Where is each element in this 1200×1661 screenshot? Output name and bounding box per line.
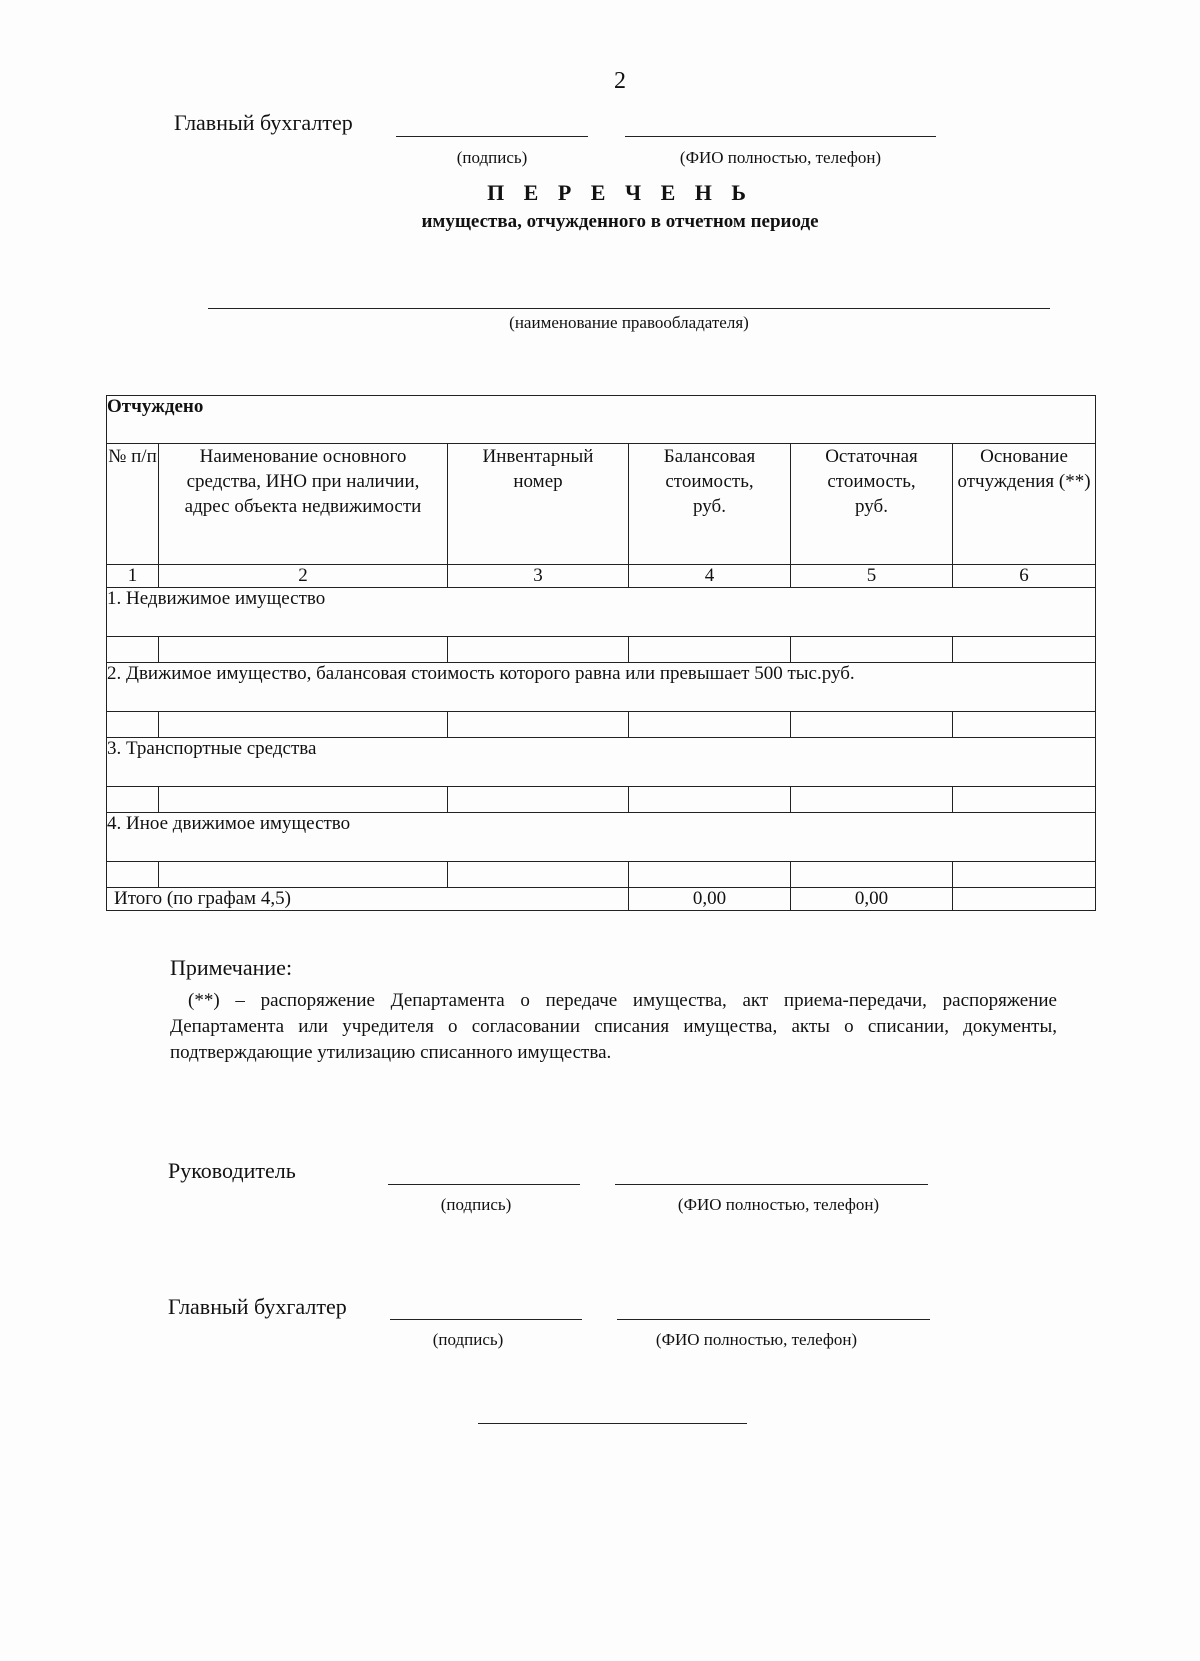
empty-cell[interactable] bbox=[448, 637, 629, 663]
accountant-signature-caption: (подпись) bbox=[432, 1330, 504, 1349]
empty-cell[interactable] bbox=[953, 712, 1096, 738]
column-header: № п/п bbox=[107, 444, 159, 565]
section-other-movable: 4. Иное движимое имущество bbox=[107, 813, 1096, 862]
empty-cell[interactable] bbox=[791, 862, 953, 888]
column-number: 3 bbox=[448, 565, 629, 588]
empty-cell[interactable] bbox=[629, 787, 791, 813]
head-signature-role: Руководитель bbox=[168, 1158, 296, 1183]
empty-cell[interactable] bbox=[791, 637, 953, 663]
empty-cell[interactable] bbox=[953, 787, 1096, 813]
section-vehicles: 3. Транспортные средства bbox=[107, 738, 1096, 787]
accountant-signature-role: Главный бухгалтер bbox=[168, 1294, 347, 1319]
column-header: Остаточная стоимость, руб. bbox=[791, 444, 953, 565]
column-number: 4 bbox=[629, 565, 791, 588]
empty-cell[interactable] bbox=[107, 862, 159, 888]
accountant-signature-line[interactable] bbox=[390, 1319, 582, 1320]
table-row bbox=[107, 787, 1096, 813]
empty-cell[interactable] bbox=[159, 862, 448, 888]
top-signature-caption: (подпись) bbox=[456, 148, 528, 167]
owner-caption: (наименование правообладателя) bbox=[509, 313, 749, 332]
owner-name-line[interactable] bbox=[208, 308, 1050, 309]
table-row bbox=[107, 637, 1096, 663]
top-name-line[interactable] bbox=[625, 136, 936, 137]
head-name-caption: (ФИО полностью, телефон) bbox=[677, 1195, 880, 1214]
table-group-header: Отчуждено bbox=[107, 396, 1096, 444]
column-header: Основание отчуждения (**) bbox=[953, 444, 1096, 565]
empty-cell[interactable] bbox=[159, 712, 448, 738]
section-movable-over-500k: 2. Движимое имущество, балансовая стоимость которого равна или превышает 500 тыс.руб. bbox=[107, 663, 1096, 712]
empty-cell[interactable] bbox=[791, 787, 953, 813]
empty-cell[interactable] bbox=[107, 787, 159, 813]
empty-cell[interactable] bbox=[629, 712, 791, 738]
note-heading: Примечание: bbox=[170, 955, 293, 980]
column-number: 1 bbox=[107, 565, 159, 588]
column-number: 5 bbox=[791, 565, 953, 588]
column-number: 6 bbox=[953, 565, 1096, 588]
empty-cell[interactable] bbox=[953, 888, 1096, 911]
empty-cell[interactable] bbox=[107, 712, 159, 738]
empty-cell[interactable] bbox=[448, 712, 629, 738]
empty-cell[interactable] bbox=[448, 862, 629, 888]
top-signature-role: Главный бухгалтер bbox=[174, 110, 353, 135]
note-text: (**) – распоряжение Департамента о передаче имущества, акт приема-передачи, распоряжение Департамента или учредителя о согласовании списания имущества, акты о списании, документы, подтверждающие утилизацию списанного имущества. bbox=[170, 990, 1057, 1063]
empty-cell[interactable] bbox=[953, 862, 1096, 888]
top-signature-line[interactable] bbox=[396, 136, 588, 137]
top-name-caption: (ФИО полностью, телефон) bbox=[679, 148, 882, 167]
alienated-property-table bbox=[106, 395, 1096, 911]
page-number: 2 bbox=[614, 68, 626, 94]
table-row bbox=[107, 712, 1096, 738]
total-label: Итого (по графам 4,5) bbox=[107, 888, 629, 911]
head-name-line[interactable] bbox=[615, 1184, 928, 1185]
table-row bbox=[107, 862, 1096, 888]
empty-cell[interactable] bbox=[448, 787, 629, 813]
empty-cell[interactable] bbox=[629, 862, 791, 888]
empty-cell[interactable] bbox=[159, 637, 448, 663]
total-row bbox=[107, 888, 1096, 911]
empty-cell[interactable] bbox=[953, 637, 1096, 663]
head-signature-caption: (подпись) bbox=[440, 1195, 512, 1214]
accountant-name-caption: (ФИО полностью, телефон) bbox=[655, 1330, 858, 1349]
total-residual-value: 0,00 bbox=[791, 888, 953, 911]
head-signature-line[interactable] bbox=[388, 1184, 580, 1185]
empty-cell[interactable] bbox=[791, 712, 953, 738]
accountant-name-line[interactable] bbox=[617, 1319, 930, 1320]
empty-cell[interactable] bbox=[159, 787, 448, 813]
document-title: П Е Р Е Ч Е Н Ь bbox=[487, 180, 753, 205]
total-balance-value: 0,00 bbox=[629, 888, 791, 911]
column-header: Балансовая стоимость, руб. bbox=[629, 444, 791, 565]
column-header: Наименование основного средства, ИНО при наличии, адрес объекта недвижимости bbox=[159, 444, 448, 565]
section-real-estate: 1. Недвижимое имущество bbox=[107, 588, 1096, 637]
document-subtitle: имущества, отчужденного в отчетном периоде bbox=[421, 211, 819, 232]
closing-divider bbox=[478, 1423, 747, 1424]
column-header: Инвентарный номер bbox=[448, 444, 629, 565]
empty-cell[interactable] bbox=[629, 637, 791, 663]
empty-cell[interactable] bbox=[107, 637, 159, 663]
column-number: 2 bbox=[159, 565, 448, 588]
